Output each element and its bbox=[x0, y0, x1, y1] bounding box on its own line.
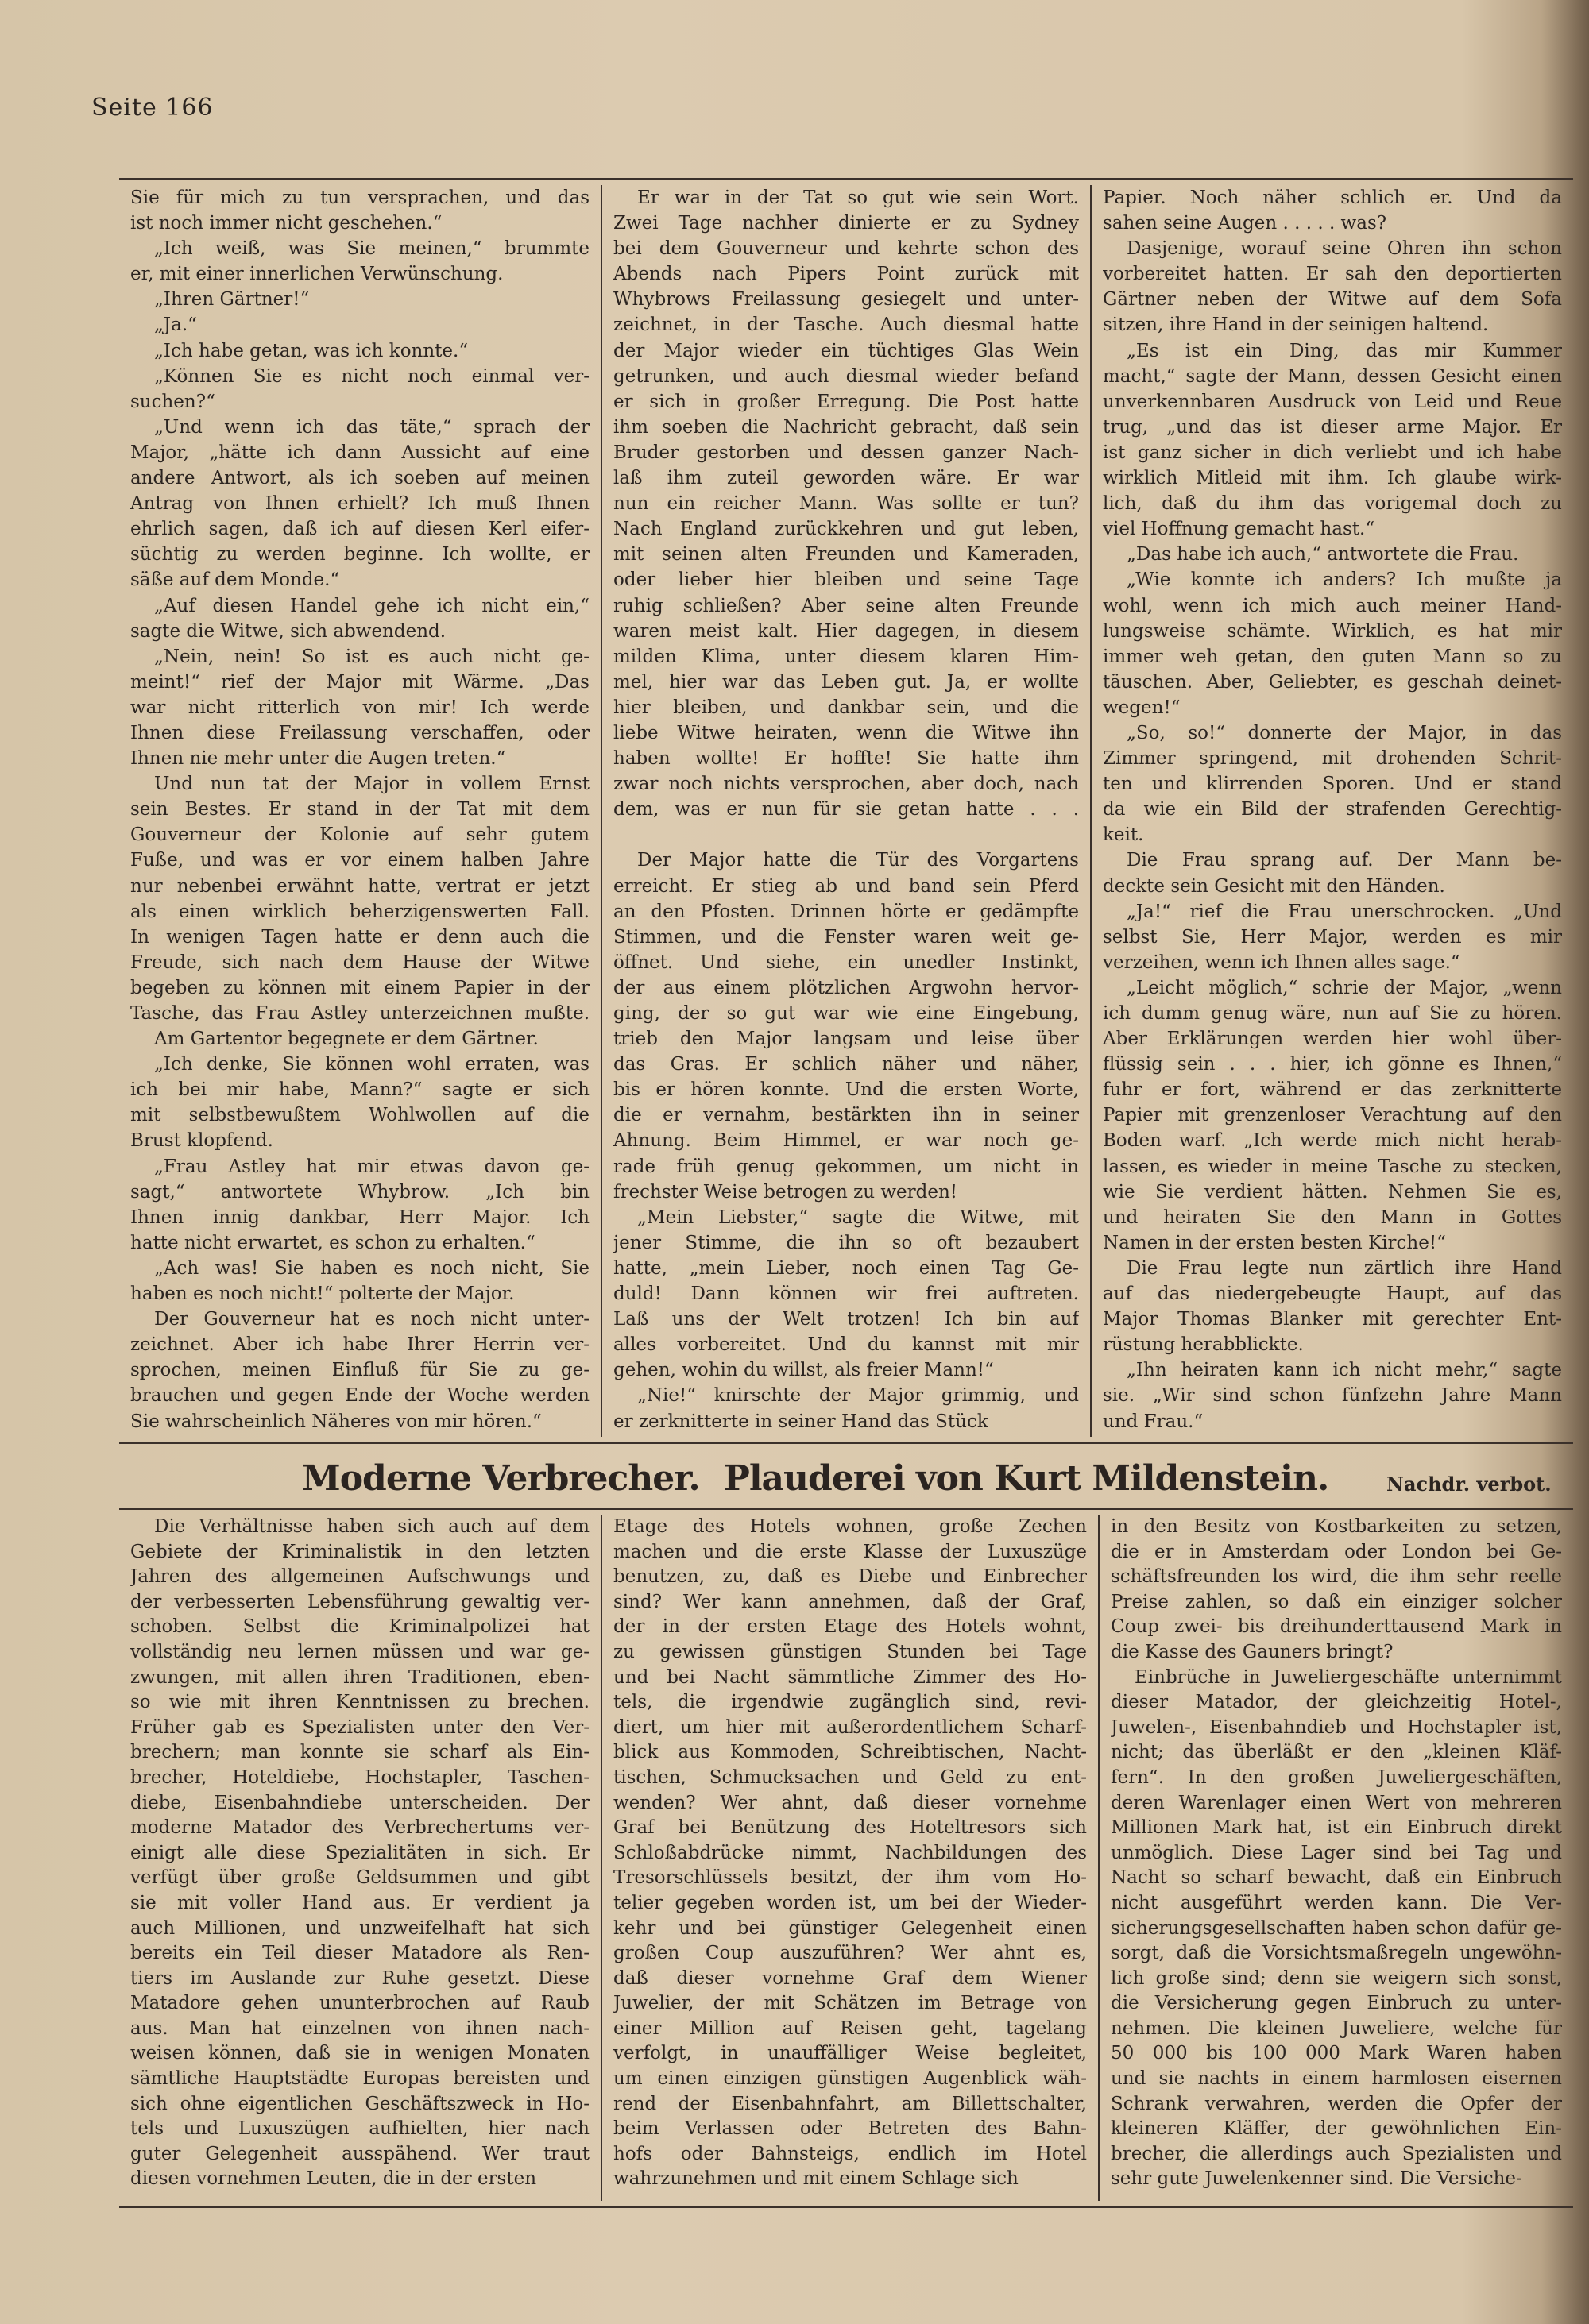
article-column-2 bbox=[601, 1515, 1098, 2201]
text-line: daß dieser vornehme Graf dem Wiener bbox=[613, 1967, 1087, 1989]
text-line: erreicht. Er stieg ab und band sein Pferd bbox=[613, 875, 1079, 897]
text-line: bereits ein Teil dieser Matadore als Ren- bbox=[130, 1943, 590, 1964]
text-line: dem, was er nun für sie getan hatte . . . bbox=[613, 799, 1079, 820]
text-line: nun ein reicher Mann. Was sollte er tun? bbox=[613, 493, 1079, 515]
text-line: trug, „und das ist dieser arme Major. Er bbox=[1103, 416, 1562, 438]
text-line: viel Hoffnung gemacht hast.“ bbox=[1103, 519, 1375, 540]
text-line: der verbesserten Lebensführung gewaltig ver- bbox=[130, 1591, 590, 1612]
text-line: in den Besitz von Kostbarkeiten zu setzen, bbox=[1111, 1516, 1562, 1537]
text-line: das Gras. Er schlich näher und näher, bbox=[613, 1054, 1079, 1075]
text-line: zwar noch nichts versprochen, aber doch, nach bbox=[613, 774, 1079, 795]
text-line: „Auf diesen Handel gehe ich nicht ein,“ bbox=[154, 595, 590, 616]
text-line: Der Major hatte die Tür des Vorgartens bbox=[637, 850, 1079, 871]
text-line: verzeihen, wenn ich Ihnen alles sage.“ bbox=[1103, 952, 1460, 973]
text-line: Bruder gestorben und dessen ganzer Nach- bbox=[613, 442, 1079, 463]
text-line: und bei Nacht sämmtliche Zimmer des Ho- bbox=[613, 1666, 1087, 1688]
text-line: Antrag von Ihnen erhielt? Ich muß Ihnen bbox=[130, 493, 590, 515]
text-line: sahen seine Augen . . . . . was? bbox=[1103, 213, 1387, 234]
text-line: „So, so!“ donnerte der Major, in das bbox=[1127, 722, 1562, 743]
text-line: Major, „hätte ich dann Aussicht auf eine bbox=[130, 442, 590, 463]
text-line: Juwelier, der mit Schätzen im Betrage von bbox=[613, 1993, 1087, 2014]
text-line: Zwei Tage nachher dinierte er zu Sydney bbox=[613, 213, 1079, 234]
text-line: tiers im Auslande zur Ruhe gesetzt. Diese bbox=[130, 1967, 590, 1989]
text-line: trieb den Major langsam und leise über bbox=[613, 1029, 1079, 1050]
text-line: und sie nachts in einem harmlosen eisernen bbox=[1111, 2068, 1562, 2090]
text-line: wenden? Wer ahnt, daß dieser vornehme bbox=[613, 1792, 1087, 1813]
text-line: Schloßabdrücke nimmt, Nachbildungen des bbox=[613, 1842, 1087, 1863]
text-line: Jahren des allgemeinen Aufschwungs und bbox=[130, 1566, 590, 1588]
text-line: „Nein, nein! So ist es auch nicht ge- bbox=[154, 646, 590, 667]
text-line: „Frau Astley hat mir etwas davon ge- bbox=[154, 1156, 590, 1177]
text-line: „Leicht möglich,“ schrie der Major, „wenn bbox=[1127, 977, 1562, 998]
text-line: wohl, wenn ich mich auch meiner Hand- bbox=[1103, 595, 1562, 616]
article-subtitle: Plauderei von Kurt Mildenstein. bbox=[723, 1458, 1329, 1499]
text-line: schoben. Selbst die Kriminalpolizei hat bbox=[130, 1616, 590, 1638]
text-line: macht,“ sagte der Mann, dessen Gesicht einen bbox=[1103, 365, 1562, 387]
text-line: selbst Sie, Herr Major, werden es mir bbox=[1103, 926, 1562, 948]
text-line: ruhig schließen? Aber seine alten Freunde bbox=[613, 595, 1079, 616]
serial-story-box bbox=[119, 178, 1573, 1444]
text-line: gehen, wohin du willst, als freier Mann!“ bbox=[613, 1360, 994, 1381]
text-line: großen Coup auszuführen? Wer ahnt es, bbox=[613, 1943, 1087, 1964]
text-line: 50 000 bis 100 000 Mark Waren haben bbox=[1111, 2043, 1562, 2064]
text-line: vorbereitet hatten. Er sah den deportierten bbox=[1103, 264, 1562, 285]
text-line: „Wie konnte ich anders? Ich mußte ja bbox=[1127, 569, 1562, 591]
article-box bbox=[119, 1508, 1573, 2208]
text-line: beim Verlassen oder Betreten des Bahn- bbox=[613, 2118, 1087, 2140]
text-line: getrunken, und auch diesmal wieder befand bbox=[613, 365, 1079, 387]
text-line: liebe Witwe heiraten, wenn die Witwe ihn bbox=[613, 722, 1079, 743]
text-line: sein Bestes. Er stand in der Tat mit dem bbox=[130, 799, 590, 820]
text-line: ich dumm genug wäre, nun auf Sie zu hören. bbox=[1103, 1003, 1562, 1024]
text-line: bei dem Gouverneur und kehrte schon des bbox=[613, 238, 1079, 260]
text-line: Millionen Mark hat, ist ein Einbruch direkt bbox=[1111, 1817, 1562, 1839]
text-line: Fuße, und was er vor einem halben Jahre bbox=[130, 850, 590, 871]
text-line: täuschen. Aber, Geliebter, es geschah deinet- bbox=[1103, 671, 1562, 693]
text-line: hofs oder Bahnsteigs, endlich im Hotel bbox=[613, 2143, 1087, 2164]
text-line: diebe, Eisenbahndiebe unterscheiden. Der bbox=[130, 1792, 590, 1813]
text-line: Sie wahrscheinlich Näheres von mir hören.“ bbox=[130, 1411, 542, 1432]
text-line: „Ihren Gärtner!“ bbox=[154, 289, 310, 311]
text-line: er zerknitterte in seiner Hand das Stück bbox=[613, 1411, 988, 1432]
text-line: auch Millionen, und unzweifelhaft hat sich bbox=[130, 1917, 590, 1939]
text-line: war nicht ritterlich von mir! Ich werde bbox=[130, 697, 590, 718]
text-line: die Versicherung gegen Einbruch zu unter- bbox=[1111, 1993, 1562, 2014]
text-line: Sie für mich zu tun versprachen, und das bbox=[130, 187, 590, 208]
text-line: Einbrüche in Juweliergeschäfte unternimmt bbox=[1135, 1666, 1562, 1688]
text-line: „Ach was! Sie haben es noch nicht, Sie bbox=[154, 1257, 590, 1279]
text-line: sagt,“ antwortete Whybrow. „Ich bin bbox=[130, 1181, 590, 1203]
text-line: blick aus Kommoden, Schreibtischen, Nacht- bbox=[613, 1742, 1087, 1763]
text-line: unverkennbaren Ausdruck von Leid und Reue bbox=[1103, 391, 1562, 412]
text-line: deckte sein Gesicht mit den Händen. bbox=[1103, 875, 1445, 897]
text-line: der Major wieder ein tüchtiges Glas Wein bbox=[613, 340, 1079, 361]
text-line: einer Million auf Reisen geht, tagelang bbox=[613, 2017, 1087, 2039]
article-column-1 bbox=[119, 1515, 601, 2201]
text-line: brecher, die allerdings auch Spezialisten und bbox=[1111, 2143, 1562, 2164]
text-line: Der Gouverneur hat es noch nicht unter- bbox=[154, 1309, 590, 1330]
text-line: flüssig sein . . . hier, ich gönne es Ihnen,“ bbox=[1103, 1054, 1562, 1075]
text-line: In wenigen Tagen hatte er denn auch die bbox=[130, 926, 590, 948]
text-line: er, mit einer innerlichen Verwünschung. bbox=[130, 264, 504, 285]
story-column-1 bbox=[119, 185, 601, 1437]
text-line: kehr und bei günstiger Gelegenheit einen bbox=[613, 1917, 1087, 1939]
text-line: „Mein Liebster,“ sagte die Witwe, mit bbox=[637, 1206, 1079, 1228]
text-line: fern“. In den großen Juweliergeschäften, bbox=[1111, 1766, 1562, 1788]
text-line: der in der ersten Etage des Hotels wohnt, bbox=[613, 1616, 1087, 1638]
text-line: lungsweise schämte. Wirklich, es hat mir bbox=[1103, 620, 1562, 642]
text-line: moderne Matador des Verbrechertums ver- bbox=[130, 1817, 590, 1839]
text-line: Laß uns der Welt trotzen! Ich bin auf bbox=[613, 1309, 1079, 1330]
text-line: ging, der so gut war wie eine Eingebung, bbox=[613, 1003, 1079, 1024]
text-line: sehr gute Juwelenkenner sind. Die Versiche- bbox=[1111, 2168, 1522, 2190]
text-line: vollständig neu lernen müssen und war ge- bbox=[130, 1641, 590, 1662]
page-number: Seite 166 bbox=[91, 94, 214, 122]
text-line: wie Sie verdient hätten. Nehmen Sie es, bbox=[1103, 1181, 1562, 1203]
text-line: nur nebenbei erwähnt hatte, vertrat er jetzt bbox=[130, 875, 590, 897]
text-line: Tasche, das Frau Astley unterzeichnen mußte. bbox=[130, 1003, 590, 1024]
text-line: ich bei mir habe, Mann?“ sagte er sich bbox=[130, 1079, 590, 1101]
text-line: so wie mit ihren Kenntnissen zu brechen. bbox=[130, 1692, 590, 1713]
text-line: Namen in der ersten besten Kirche!“ bbox=[1103, 1232, 1446, 1253]
text-line: brechern; man konnte sie scharf als Ein- bbox=[130, 1742, 590, 1763]
text-line: Freude, sich nach dem Hause der Witwe bbox=[130, 952, 590, 973]
text-line: begeben zu können mit einem Papier in der bbox=[130, 977, 590, 998]
text-line: süchtig zu werden beginne. Ich wollte, er bbox=[130, 544, 590, 566]
text-line: Gebiete der Kriminalistik in den letzten bbox=[130, 1541, 590, 1562]
text-line: hatte, „mein Lieber, noch einen Tag Ge- bbox=[613, 1257, 1079, 1279]
text-line: schäftsfreunden los wird, die ihm sehr reelle bbox=[1111, 1566, 1562, 1588]
text-line: sagte die Witwe, sich abwendend. bbox=[130, 620, 447, 642]
text-line: duld! Dann können wir frei auftreten. bbox=[613, 1284, 1079, 1305]
text-line: keit. bbox=[1103, 824, 1144, 846]
text-line: diesen vornehmen Leuten, die in der ersten bbox=[130, 2168, 537, 2190]
text-line: Juwelen-, Eisenbahndieb und Hochstapler ist, bbox=[1111, 1716, 1562, 1738]
text-line: nehmen. Die kleinen Juweliere, welche für bbox=[1111, 2017, 1562, 2039]
text-line: zeichnet, in der Tasche. Auch diesmal hatte bbox=[613, 315, 1079, 336]
text-line: Aber Erklärungen werden hier wohl über- bbox=[1103, 1029, 1562, 1050]
text-line: immer weh getan, den guten Mann so zu bbox=[1103, 646, 1562, 667]
text-line: „Das habe ich auch,“ antwortete die Frau. bbox=[1127, 544, 1519, 566]
text-line: „Ja!“ rief die Frau unerschrocken. „Und bbox=[1127, 901, 1562, 922]
text-line: „Es ist ein Ding, das mir Kummer bbox=[1127, 340, 1562, 361]
text-line: auf das niedergebeugte Haupt, auf das bbox=[1103, 1284, 1562, 1305]
text-line: nicht; das überläßt er den „kleinen Kläf- bbox=[1111, 1742, 1562, 1763]
text-line: sämtliche Hauptstädte Europas bereisten und bbox=[130, 2068, 590, 2090]
text-line: Whybrows Freilassung gesiegelt und unter- bbox=[613, 289, 1079, 311]
text-line: Preise zahlen, so daß ein einziger solcher bbox=[1111, 1591, 1562, 1612]
text-line: sie. „Wir sind schon fünfzehn Jahre Mann bbox=[1103, 1385, 1562, 1407]
text-line: Gärtner neben der Witwe auf dem Sofa bbox=[1103, 289, 1562, 311]
text-line: waren meist kalt. Hier dagegen, in diesem bbox=[613, 620, 1079, 642]
text-line: um einen einzigen günstigen Augenblick wäh- bbox=[613, 2068, 1087, 2090]
text-line: mit selbstbewußtem Wohlwollen auf die bbox=[130, 1105, 590, 1126]
text-line: lich, daß du ihm das vorigemal doch zu bbox=[1103, 493, 1562, 515]
text-line: wegen!“ bbox=[1103, 697, 1181, 718]
article-headline bbox=[302, 1458, 1328, 1500]
text-line: „Nie!“ knirschte der Major grimmig, und bbox=[637, 1385, 1079, 1407]
text-line: sitzen, ihre Hand in der seinigen haltend. bbox=[1103, 315, 1489, 336]
text-line: der aus einem plötzlichen Argwohn hervor- bbox=[613, 977, 1079, 998]
text-line: zwungen, mit allen ihren Traditionen, eben- bbox=[130, 1666, 590, 1688]
text-line: sprochen, meinen Einfluß für Sie zu ge- bbox=[130, 1360, 590, 1381]
text-line: an den Pfosten. Drinnen hörte er gedämpfte bbox=[613, 901, 1079, 922]
text-line: haben es noch nicht!“ polterte der Major. bbox=[130, 1284, 515, 1305]
text-line: milden Klima, unter diesem klaren Him- bbox=[613, 646, 1079, 667]
text-line: Etage des Hotels wohnen, große Zechen bbox=[613, 1516, 1087, 1537]
text-line: sorgt, daß die Vorsichtsmaßregeln ungewöhn- bbox=[1111, 1943, 1562, 1964]
text-line: Graf bei Benützung des Hoteltresors sich bbox=[613, 1817, 1087, 1839]
text-line: die er vernahm, bestärkten ihn in seiner bbox=[613, 1105, 1079, 1126]
text-line: „Ich denke, Sie können wohl erraten, was bbox=[154, 1054, 590, 1075]
text-line: wahrzunehmen und mit einem Schlage sich bbox=[613, 2168, 1019, 2190]
text-line: ten und klirrenden Sporen. Und er stand bbox=[1103, 774, 1562, 795]
text-line: Die Frau sprang auf. Der Mann be- bbox=[1127, 850, 1562, 871]
text-line: laß ihm zuteil geworden wäre. Er war bbox=[613, 468, 1079, 489]
text-line: Stimmen, und die Fenster waren weit ge- bbox=[613, 926, 1079, 948]
text-line: Ihnen diese Freilassung verschaffen, oder bbox=[130, 722, 590, 743]
text-line: sie mit voller Hand aus. Er verdient ja bbox=[130, 1892, 590, 1913]
reprint-note: Nachdr. verbot. bbox=[1386, 1473, 1552, 1496]
text-line: haben wollte! Er hoffte! Sie hatte ihm bbox=[613, 748, 1079, 770]
text-line: „Ihn heiraten kann ich nicht mehr,“ sagte bbox=[1127, 1360, 1562, 1381]
text-line: nicht ausgeführt werden kann. Die Ver- bbox=[1111, 1892, 1562, 1913]
text-line: die er in Amsterdam oder London bei Ge- bbox=[1111, 1541, 1562, 1562]
text-line: mel, hier war das Leben gut. Ja, er wollte bbox=[613, 671, 1079, 693]
text-line: Ihnen nie mehr unter die Augen treten.“ bbox=[130, 748, 506, 770]
text-line: öffnet. Und siehe, ein unedler Instinkt, bbox=[613, 952, 1079, 973]
text-line: Brust klopfend. bbox=[130, 1130, 273, 1152]
text-line bbox=[613, 822, 1079, 847]
text-line: diert, um hier mit außerordentlichem Scharf- bbox=[613, 1716, 1087, 1738]
text-line: hier bleiben, und dankbar sein, und die bbox=[613, 697, 1079, 718]
text-line: telier gegeben worden ist, um bei der Wieder- bbox=[613, 1892, 1087, 1913]
text-line: da wie ein Bild der strafenden Gerechtig- bbox=[1103, 799, 1562, 820]
text-line: Papier. Noch näher schlich er. Und da bbox=[1103, 187, 1562, 208]
text-line: verfolgt, in unauffälliger Weise begleitet, bbox=[613, 2043, 1087, 2064]
text-line: ist noch immer nicht geschehen.“ bbox=[130, 213, 443, 234]
text-line: unmöglich. Diese Lager sind bei Tag und bbox=[1111, 1842, 1562, 1863]
story-column-2 bbox=[601, 185, 1090, 1437]
text-line: die Kasse des Gauners bringt? bbox=[1111, 1641, 1394, 1662]
text-line: ehrlich sagen, daß ich auf diesen Kerl eifer- bbox=[130, 519, 590, 540]
text-line: säße auf dem Monde.“ bbox=[130, 569, 340, 591]
text-line: Papier mit grenzenloser Verachtung auf den bbox=[1103, 1105, 1562, 1126]
text-line: er sich in großer Erregung. Die Post hatte bbox=[613, 391, 1079, 412]
text-line: Major Thomas Blanker mit gerechter Ent- bbox=[1103, 1309, 1562, 1330]
text-line: als einen wirklich beherzigenswerten Fall. bbox=[130, 901, 590, 922]
text-line: guter Gelegenheit ausspähend. Wer traut bbox=[130, 2143, 590, 2164]
text-line: Ihnen innig dankbar, Herr Major. Ich bbox=[130, 1206, 590, 1228]
text-line: deren Warenlager einen Wert von mehreren bbox=[1111, 1792, 1562, 1813]
text-line: sicherungsgesellschaften haben schon dafür ge- bbox=[1111, 1917, 1562, 1939]
text-line: rade früh genug gekommen, um nicht in bbox=[613, 1156, 1079, 1177]
text-line: weisen können, daß sie in wenigen Monaten bbox=[130, 2043, 590, 2064]
text-line: Boden warf. „Ich werde mich nicht herab- bbox=[1103, 1130, 1562, 1152]
text-line: Am Gartentor begegnete er dem Gärtner. bbox=[154, 1029, 539, 1050]
text-line: tels und Luxuszügen aufhielten, hier nach bbox=[130, 2118, 590, 2140]
text-line: lich große sind; denn sie weigern sich sonst, bbox=[1111, 1967, 1562, 1989]
text-line: Und nun tat der Major in vollem Ernst bbox=[154, 774, 590, 795]
text-line: Die Frau legte nun zärtlich ihre Hand bbox=[1127, 1257, 1562, 1279]
text-line: suchen?“ bbox=[130, 391, 215, 412]
text-line: ist ganz sicher in dich verliebt und ich habe bbox=[1103, 442, 1562, 463]
story-column-3 bbox=[1090, 185, 1573, 1437]
text-line: zu gewissen günstigen Stunden bei Tage bbox=[613, 1641, 1087, 1662]
text-line: „Und wenn ich das täte,“ sprach der bbox=[154, 416, 590, 438]
text-line: und Frau.“ bbox=[1103, 1411, 1204, 1432]
text-line: tischen, Schmucksachen und Geld zu ent- bbox=[613, 1766, 1087, 1788]
text-line: machen und die erste Klasse der Luxuszüge bbox=[613, 1541, 1087, 1562]
text-line: brauchen und gegen Ende der Woche werden bbox=[130, 1385, 590, 1407]
text-line: Abends nach Pipers Point zurück mit bbox=[613, 264, 1079, 285]
text-line: brecher, Hoteldiebe, Hochstapler, Taschen- bbox=[130, 1766, 590, 1788]
text-line: aus. Man hat einzelnen von ihnen nach- bbox=[130, 2017, 590, 2039]
text-line: verfügt über große Geldsummen und gibt bbox=[130, 1867, 590, 1889]
text-line: andere Antwort, als ich soeben auf meinen bbox=[130, 468, 590, 489]
text-line: „Können Sie es nicht noch einmal ver- bbox=[154, 365, 590, 387]
text-line: und heiraten Sie den Mann in Gottes bbox=[1103, 1206, 1562, 1228]
text-line: Zimmer springend, mit drohenden Schrit- bbox=[1103, 748, 1562, 770]
text-line: sich ohne eigentlichen Geschäftszweck in Ho- bbox=[130, 2093, 590, 2114]
text-line: „Ich weiß, was Sie meinen,“ brummte bbox=[154, 238, 590, 260]
text-line: bis er hören konnte. Und die ersten Worte, bbox=[613, 1079, 1079, 1101]
text-line: Gouverneur der Kolonie auf sehr gutem bbox=[130, 824, 590, 846]
text-line: tels, die irgendwie zugänglich sind, revi- bbox=[613, 1692, 1087, 1713]
text-line: oder lieber hier bleiben und seine Tage bbox=[613, 569, 1079, 591]
text-line: Dasjenige, worauf seine Ohren ihn schon bbox=[1127, 238, 1562, 260]
text-line: ihm soeben die Nachricht gebracht, daß sein bbox=[613, 416, 1079, 438]
text-line: Schrank verwahren, werden die Opfer der bbox=[1111, 2093, 1562, 2114]
text-line: rend der Eisenbahnfahrt, am Billettschalter, bbox=[613, 2093, 1087, 2114]
text-line: Früher gab es Spezialisten unter den Ver- bbox=[130, 1716, 590, 1738]
article-title: Moderne Verbrecher. bbox=[302, 1458, 700, 1499]
text-line: Coup zwei- bis dreihunderttausend Mark in bbox=[1111, 1616, 1562, 1638]
text-line: Tresorschlüssels besitzt, der ihm vom Ho- bbox=[613, 1867, 1087, 1889]
text-line: Ahnung. Beim Himmel, er war noch ge- bbox=[613, 1130, 1079, 1152]
text-line: alles vorbereitet. Und du kannst mit mir bbox=[613, 1334, 1079, 1356]
text-line: sind? Wer kann annehmen, daß der Graf, bbox=[613, 1591, 1087, 1612]
text-line: benutzen, zu, daß es Diebe und Einbrecher bbox=[613, 1566, 1087, 1588]
text-line: Matadore gehen ununterbrochen auf Raub bbox=[130, 1993, 590, 2014]
text-line: meint!“ rief der Major mit Wärme. „Das bbox=[130, 671, 590, 693]
text-line: jener Stimme, die ihn so oft bezaubert bbox=[613, 1232, 1079, 1253]
text-line: Nacht so scharf bewacht, daß ein Einbruch bbox=[1111, 1867, 1562, 1889]
text-line: fuhr er fort, während er das zerknitterte bbox=[1103, 1079, 1562, 1101]
text-line: „Ja.“ bbox=[154, 315, 197, 336]
text-line: dieser Matador, der gleichzeitig Hotel-, bbox=[1111, 1692, 1562, 1713]
text-line: mit seinen alten Freunden und Kameraden, bbox=[613, 544, 1079, 566]
text-line: rüstung herabblickte. bbox=[1103, 1334, 1304, 1356]
text-line: Nach England zurückkehren und gut leben, bbox=[613, 519, 1079, 540]
text-line: einigt alle diese Spezialitäten in sich. Er bbox=[130, 1842, 590, 1863]
text-line: frechster Weise betrogen zu werden! bbox=[613, 1181, 958, 1203]
text-line: kleineren Kläffer, der gewöhnlichen Ein- bbox=[1111, 2118, 1562, 2140]
text-line: zeichnet. Aber ich habe Ihrer Herrin ver- bbox=[130, 1334, 590, 1356]
text-line: Die Verhältnisse haben sich auch auf dem bbox=[154, 1516, 590, 1537]
text-line: lassen, es wieder in meine Tasche zu stecken, bbox=[1103, 1156, 1562, 1177]
text-line: Er war in der Tat so gut wie sein Wort. bbox=[637, 187, 1079, 208]
text-line: „Ich habe getan, was ich konnte.“ bbox=[154, 340, 469, 361]
article-column-3 bbox=[1098, 1515, 1573, 2201]
text-line: hatte nicht erwartet, es schon zu erhalten.“ bbox=[130, 1232, 535, 1253]
text-line: wirklich Mitleid mit ihm. Ich glaube wirk- bbox=[1103, 468, 1562, 489]
